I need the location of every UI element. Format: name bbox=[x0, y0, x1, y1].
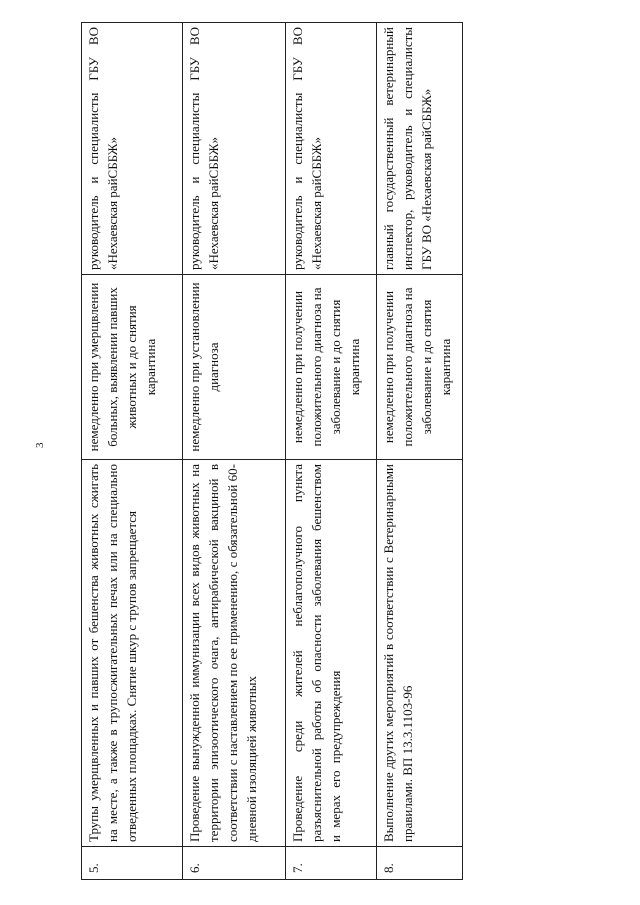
measure-cell: Проведение вынужденной иммунизации всех видов животных на территории эпизоотического очага, антирабической вакциной в соответствии с наставлением по ее применению, с обязательной 60-дневной изоляцией животных bbox=[183, 460, 286, 847]
term-cell: немедленно при установлении диагноза bbox=[183, 275, 286, 460]
row-number: 6. bbox=[183, 847, 286, 880]
table-row bbox=[82, 23, 183, 880]
table-row bbox=[286, 23, 377, 880]
term-cell: немедленно при получении положительного диагноза на заболевание и до снятия карантина bbox=[286, 275, 377, 460]
rotated-table-wrapper bbox=[81, 22, 546, 880]
term-cell: немедленно при умерщвлении больных, выявлении павших животных и до снятия карантина bbox=[82, 275, 183, 460]
table-row bbox=[377, 23, 463, 880]
responsible-cell: руководитель и специалисты ГБУ ВО «Нехаевская райСББЖ» bbox=[82, 23, 183, 275]
row-number: 7. bbox=[286, 847, 377, 880]
term-cell: немедленно при получении положительного диагноза на заболевание и до снятия карантина bbox=[377, 275, 463, 460]
page-number: 3 bbox=[34, 442, 46, 448]
measure-cell: Выполнение других мероприятий в соответствии с Ветеринарными правилами. ВП 13.3.1103-96 bbox=[377, 460, 463, 847]
measures-table bbox=[81, 22, 463, 880]
measure-cell: Проведение среди жителей неблагополучного пункта разъяснительной работы об опасности заболевания бешенством и мерах его предупреждения bbox=[286, 460, 377, 847]
responsible-cell: главный государственный ветеринарный инспектор, руководитель и специалисты ГБУ ВО «Нехаевская райСББЖ» bbox=[377, 23, 463, 275]
responsible-cell: руководитель и специалисты ГБУ ВО «Нехаевская райСББЖ» bbox=[183, 23, 286, 275]
table-row bbox=[183, 23, 286, 880]
row-number: 5. bbox=[82, 847, 183, 880]
measure-cell: Трупы умерщвленных и павших от бешенства животных сжигать на месте, а также в трупосжигательных печах или на специально отведенных площадках. Снятие шкур с трупов запрещается bbox=[82, 460, 183, 847]
row-number: 8. bbox=[377, 847, 463, 880]
responsible-cell: руководитель и специалисты ГБУ ВО «Нехаевская райСББЖ» bbox=[286, 23, 377, 275]
